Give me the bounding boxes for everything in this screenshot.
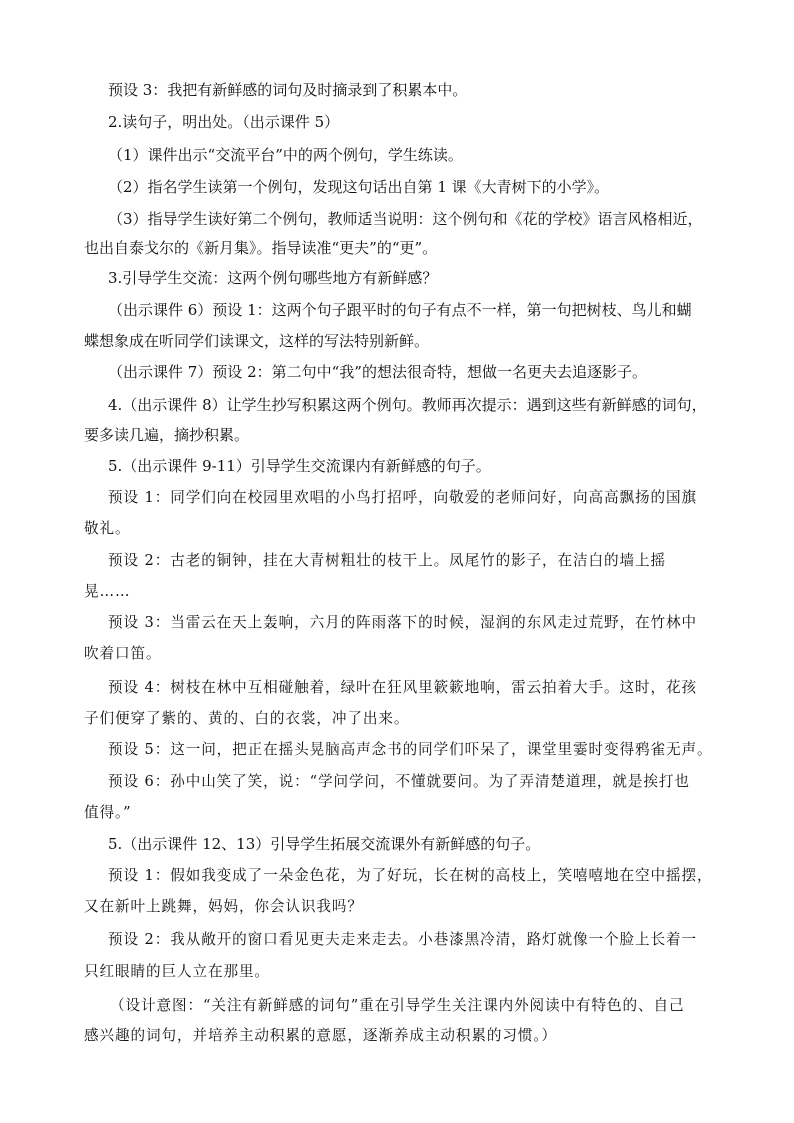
text-line: 吹着口笛。 <box>84 645 162 662</box>
text-line: 5.（出示课件 12、13）引导学生拓展交流课外有新鲜感的句子。 <box>108 835 541 853</box>
text-line: 预设 3：当雷云在天上轰响，六月的阵雨落下的时候，湿润的东风走过荒野，在竹林中 <box>108 614 697 631</box>
text-line: （1）课件出示“交流平台”中的两个例句，学生练读。 <box>108 146 463 164</box>
text-line: 敬礼。 <box>84 520 131 537</box>
text-line: 蝶想象成在听同学们读课文，这样的写法特别新鲜。 <box>84 332 430 350</box>
text-line: 预设 2：我从敞开的窗口看见更夫走来走去。小巷漆黑冷清，路灯就像一个脸上长着一 <box>108 931 697 948</box>
text-line: 预设 2：古老的铜钟，挂在大青树粗壮的枝干上。凤尾竹的影子，在洁白的墙上摇 <box>108 552 667 569</box>
text-line: 4.（出示课件 8）让学生抄写积累这两个例句。教师再次提示：遇到这些有新鲜感的词句， <box>108 396 707 414</box>
text-line: （设计意图：“关注有新鲜感的词句”重在引导学生关注课内外阅读中有特色的、自己 <box>110 997 685 1014</box>
text-line: （出示课件 6）预设 1：这两个句子跟平时的句子有点不一样，第一句把树枝、鸟儿和蝴 <box>108 301 692 319</box>
text-line: 也出自泰戈尔的《新月集》。指导读准“更夫”的“更”。 <box>84 239 438 257</box>
text-line: 晃…… <box>84 583 131 600</box>
text-line: 预设 4：树枝在林中互相碰触着，绿叶在狂风里簌簌地响，雷云拍着大手。这时，花孩 <box>108 679 697 696</box>
text-line: 值得。” <box>84 804 132 821</box>
text-line: （3）指导学生读好第二个例句，教师适当说明：这个例句和《花的学校》语言风格相近， <box>108 210 703 228</box>
text-line: 预设 6：孙中山笑了笑，说：“学问学问，不懂就要问。为了弄清楚道理，就是挨打也 <box>108 773 690 790</box>
text-line: （出示课件 7）预设 2：第二句中“我”的想法很奇特，想做一名更夫去追逐影子。 <box>108 363 647 381</box>
text-line: 只红眼睛的巨人立在那里。 <box>84 963 270 980</box>
text-line: 预设 3：我把有新鲜感的词句及时摘录到了积累本中。 <box>108 81 468 99</box>
text-line: 5.（出示课件 9-11）引导学生交流课内有新鲜感的句子。 <box>108 457 491 475</box>
text-line: 预设 5：这一问，把正在摇头晃脑高声念书的同学们吓呆了，课堂里霎时变得鸦雀无声。 <box>108 741 713 758</box>
text-line: 要多读几遍，摘抄积累。 <box>84 426 250 444</box>
text-line: 又在新叶上跳舞，妈妈，你会认识我吗？ <box>84 898 363 915</box>
text-line: 预设 1：同学们向在校园里欢唱的小鸟打招呼，向敬爱的老师问好，向高高飘扬的国旗 <box>108 489 697 506</box>
text-line: 感兴趣的词句，并培养主动积累的意愿，逐渐养成主动积累的习惯。） <box>84 1027 558 1044</box>
text-line: 3.引导学生交流：这两个例句哪些地方有新鲜感？ <box>108 269 438 287</box>
text-line: 2.读句子，明出处。（出示课件 5） <box>108 113 340 131</box>
text-line: （2）指名学生读第一个例句，发现这句话出自第 1 课《大青树下的小学》。 <box>108 178 610 196</box>
text-line: 预设 1：假如我变成了一朵金色花，为了好玩，长在树的高枝上，笑嘻嘻地在空中摇摆， <box>108 867 713 884</box>
text-line: 子们便穿了紫的、黄的、白的衣裳，冲了出来。 <box>84 710 410 727</box>
